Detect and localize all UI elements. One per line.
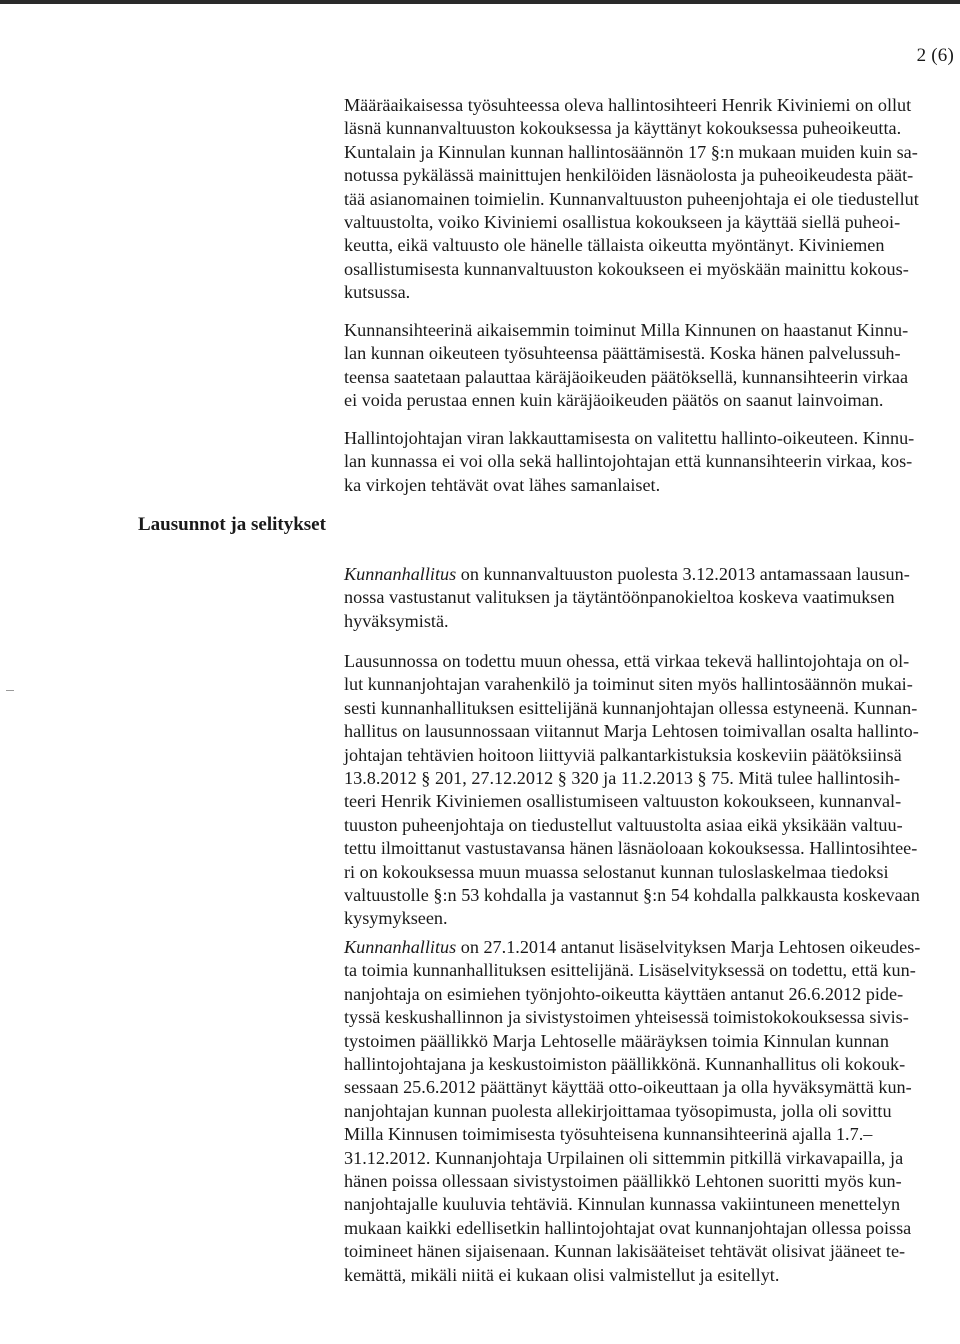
text-line [344,936,954,959]
text-line [344,563,954,586]
text-line: lan kunnassa ei voi olla sekä hallintojohtajan että kunnansihteerin virkaa, kos- [344,451,913,472]
text-line: ri on kokouksessa muun muassa selostanut kunnan tuloslaskelmaa tiedoksi [344,861,889,882]
paragraph-attendance [344,94,954,305]
text-line: keutta, eikä valtuusto ole hänelle tällaista oikeutta myöntänyt. Kiviniemen [344,235,885,256]
text-line: nossa vastustanut valituksen ja täytäntöönpanokieltoa koskeva vaatimuksen [344,587,895,608]
text-line: hänen poissa ollessaan sivistystoimen päällikkö Lehtonen suoritti myös kun- [344,1171,902,1192]
text-line: Hallintojohtajan viran lakkauttamisesta on valitettu hallinto-oikeuteen. Kinnu- [344,428,915,448]
text-line: nanjohtajalle kuuluvia tehtäviä. Kinnulan kunnassa vakiintuneen menettelyn [344,1194,901,1215]
text-fragment: on kunnanvaltuuston puolesta 3.12.2013 antamassaan lausun- [456,564,910,584]
text-line: toimineet hänen sijaisenaan. Kunnan lakisääteiset tehtävät olisivat jääneet te- [344,1241,906,1262]
text-line: nanjohtaja on esimiehen työnjohto-oikeutta käyttäen antanut 26.6.2012 pide- [344,983,904,1004]
page-number: 2 (6) [916,45,954,66]
text-line: hallitus on lausunnossaan viitannut Marja Lehtosen toimivallan osalta hallinto- [344,721,919,742]
text-line: osallistumisesta kunnanvaltuuston kokoukseen ei myöskään mainittu kokous- [344,258,909,279]
text-line: lan kunnan oikeuteen työsuhteensa päättämisestä. Koska hänen palvelussuh- [344,343,901,364]
text-line: 13.8.2012 § 201, 27.12.2012 § 320 ja 11.2.2013 § 75. Mitä tulee hallintosih- [344,768,901,789]
text-line: johtajan tehtävien hoitoon liittyviä palkantarkistuksia koskeviin päätöksiinsä [344,744,902,765]
text-line: sesti kunnanhallituksen esittelijänä kunnanjohtajan ollessa estyneenä. Kunnan- [344,697,918,718]
text-line: ei voida perustaa ennen kuin käräjäoikeuden päätös on saanut lainvoiman. [344,390,884,411]
text-line: tyssä keskushallinnon ja sivistystoimen yhteisessä toimistokokouksessa sivis- [344,1007,909,1028]
text-line: lut kunnanjohtajan varahenkilö ja toiminut siten myös hallintosäännön mukai- [344,674,913,695]
text-line: tettu ilmoittanut vastustavansa hänen läsnäoloaan kokouksessa. Hallintosihtee- [344,838,918,859]
paragraph-additional-clarification [344,936,954,1287]
text-line: sessaan 25.6.2012 päättänyt käyttää otto-oikeuttaan ja olla hyväksymättä kun- [344,1077,912,1098]
text-line: kemättä, mikäli niitä ei kukaan olisi valmistellut ja esitellyt. [344,1264,780,1285]
paragraph-board-statement [344,563,954,633]
text-line: hallintojohtajana ja keskustoimiston päällikkönä. Kunnanhallitus oli kokouk- [344,1054,906,1075]
text-line: kysymykseen. [344,908,448,929]
section-heading-statements: Lausunnot ja selitykset [138,514,326,535]
text-line: tää asianomainen toimielin. Kunnanvaltuuston puheenjohtaja ei ole tiedustellut [344,188,919,209]
board-name-italic: Kunnanhallitus [344,564,457,584]
text-line: 31.12.2012. Kunnanjohtaja Urpilainen oli sittemmin pitkillä virkavapailla, ja [344,1147,904,1168]
text-line: tystoimen päällikkö Marja Lehtoselle määräyksen toimia Kinnulan kunnan [344,1030,889,1051]
scan-margin-mark [6,690,14,691]
text-line: tuuston puheenjohtaja on tiedustellut valtuustolta asiaa eikä yksikään valtuu- [344,814,903,835]
paragraph-statement-details [344,650,954,931]
text-fragment: on 27.1.2014 antanut lisäselvityksen Marja Lehtosen oikeudes- [456,937,921,957]
text-line: kutsussa. [344,282,411,303]
text-line: läsnä kunnanvaltuuston kokouksessa ja käyttänyt kokouksessa puheoikeutta. [344,118,902,139]
text-line: teeri Henrik Kiviniemen osallistumiseen valtuuston kokoukseen, kunnanval- [344,791,902,812]
text-line: Kunnansihteerinä aikaisemmin toiminut Milla Kinnunen on haastanut Kinnu- [344,320,909,340]
text-line: teensa saatetaan palauttaa käräjäoikeuden päätöksellä, kunnansihteerin virkaa [344,366,909,387]
text-line: Määräaikaisessa työsuhteessa oleva hallintosihteeri Henrik Kiviniemi on ollut [344,95,912,115]
text-line: mukaan kaikki edellisetkin hallintojohtajat ovat kunnanjohtajan ollessa poissa [344,1217,912,1238]
text-line: valtuustolle §:n 53 kohdalla ja vastannut §:n 54 kohdalla palkkausta koskevaan [344,885,920,906]
text-line: hyväksymistä. [344,610,449,631]
paragraph-administrative-director [344,427,954,497]
text-line: ka virkojen tehtävät ovat lähes samanlaiset. [344,474,661,495]
paragraph-municipal-secretary [344,319,954,413]
text-line: Kuntalain ja Kinnulan kunnan hallintosäännön 17 §:n mukaan muiden kuin sa- [344,141,918,162]
text-line: Milla Kinnusen toimimisesta työsuhteisena kunnansihteerinä ajalla 1.7.– [344,1124,873,1145]
board-name-italic: Kunnanhallitus [344,937,457,957]
text-line: valtuustolta, voiko Kiviniemi osallistua kokoukseen ja käyttää siellä puheoi- [344,212,901,233]
text-line: Lausunnossa on todettu muun ohessa, että virkaa tekevä hallintojohtaja on ol- [344,651,910,671]
scan-top-rule [0,0,960,4]
text-line: notussa pykälässä mainittujen henkilöiden läsnäolosta ja puheoikeudesta päät- [344,165,914,186]
text-line: ta toimia kunnanhallituksen esittelijänä. Lisäselvityksessä on todettu, että kun- [344,960,916,981]
text-line: nanjohtajan kunnan puolesta allekirjoittamaa työsopimusta, jolla oli sovittu [344,1100,892,1121]
